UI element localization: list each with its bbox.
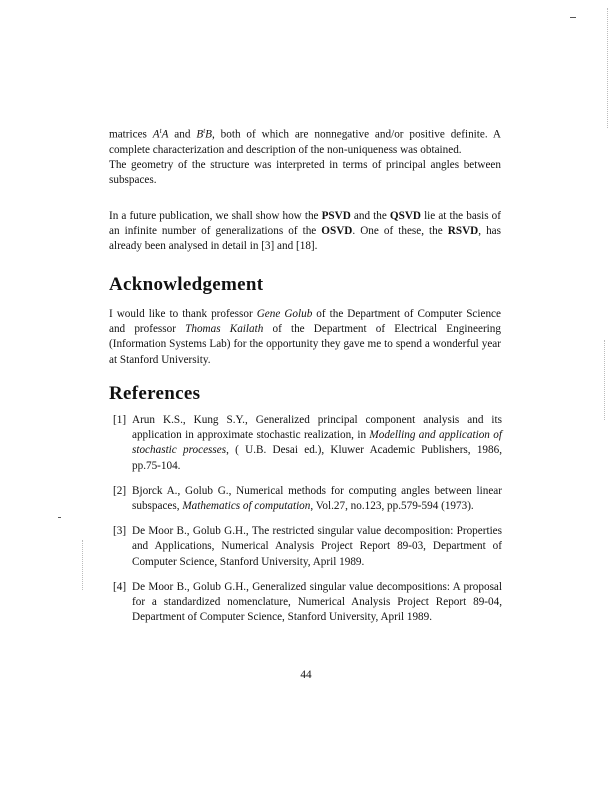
- scan-mark: [570, 17, 576, 18]
- reference-number: [4]: [113, 580, 127, 593]
- reference-number: [3]: [113, 525, 127, 538]
- acknowledgement-paragraph: I would like to thank professor Gene Golub of the Department of Computer Science and professor Thomas Kailath of the Department of Electrical Engineering (Information Systems Lab) for the opportunity they gave me to spend a wonderful year at Stanford University.: [109, 308, 501, 366]
- reference-list: [113, 413, 502, 625]
- scan-edge: [607, 8, 608, 128]
- reference-item: [3] De Moor B., Golub G.H., The restricted singular value decomposition: Properties and Applications, Numerical Analysis Project Report 89-03, Department of Computer Science, Stanford University, April 1989.: [113, 525, 502, 568]
- references-heading: References: [109, 383, 201, 404]
- scan-mark: [58, 517, 61, 518]
- scan-edge: [82, 540, 83, 590]
- reference-item: [1] Arun K.S., Kung S.Y., Generalized principal component analysis and its application in approximate stochastic realization, in Modelling and application of stochastic processes, ( U.B. Desai ed.), Kluwer Academic Publishers, 1986, pp.75-104.: [113, 414, 503, 472]
- scan-edge: [604, 340, 605, 420]
- acknowledgement-heading: Acknowledgement: [109, 274, 264, 295]
- reference-number: [2]: [113, 484, 127, 497]
- reference-item: [2] Bjorck A., Golub G., Numerical methods for computing angles between linear subspaces, Mathematics of computation, Vol.27, no.123, pp.579-594 (1973).: [113, 484, 502, 513]
- page-number: 44: [300, 669, 312, 681]
- reference-number: [1]: [113, 414, 127, 426]
- future-work-paragraph: In a future publication, we shall show how the PSVD and the QSVD lie at the basis of an infinite number of generalizations of the OSVD. One of these, the RSVD, has already been analysed in detail in [3] and [18].: [109, 210, 502, 253]
- reference-item: [4] De Moor B., Golub G.H., Generalized singular value decompositions: A proposal for a standardized nomenclature, Numerical Analysis Project Report 89-04, Department of Computer Science, Stanford University, April 1989.: [113, 580, 502, 624]
- intro-paragraph: matrices $A^tA$ and $B^tB$, both of which are nonnegative and/or positive definite. A complete characterization and description of the non-uniqueness was obtained. The geometry of the structure was interpreted in terms of principal angles between subspaces.: [109, 127, 501, 187]
